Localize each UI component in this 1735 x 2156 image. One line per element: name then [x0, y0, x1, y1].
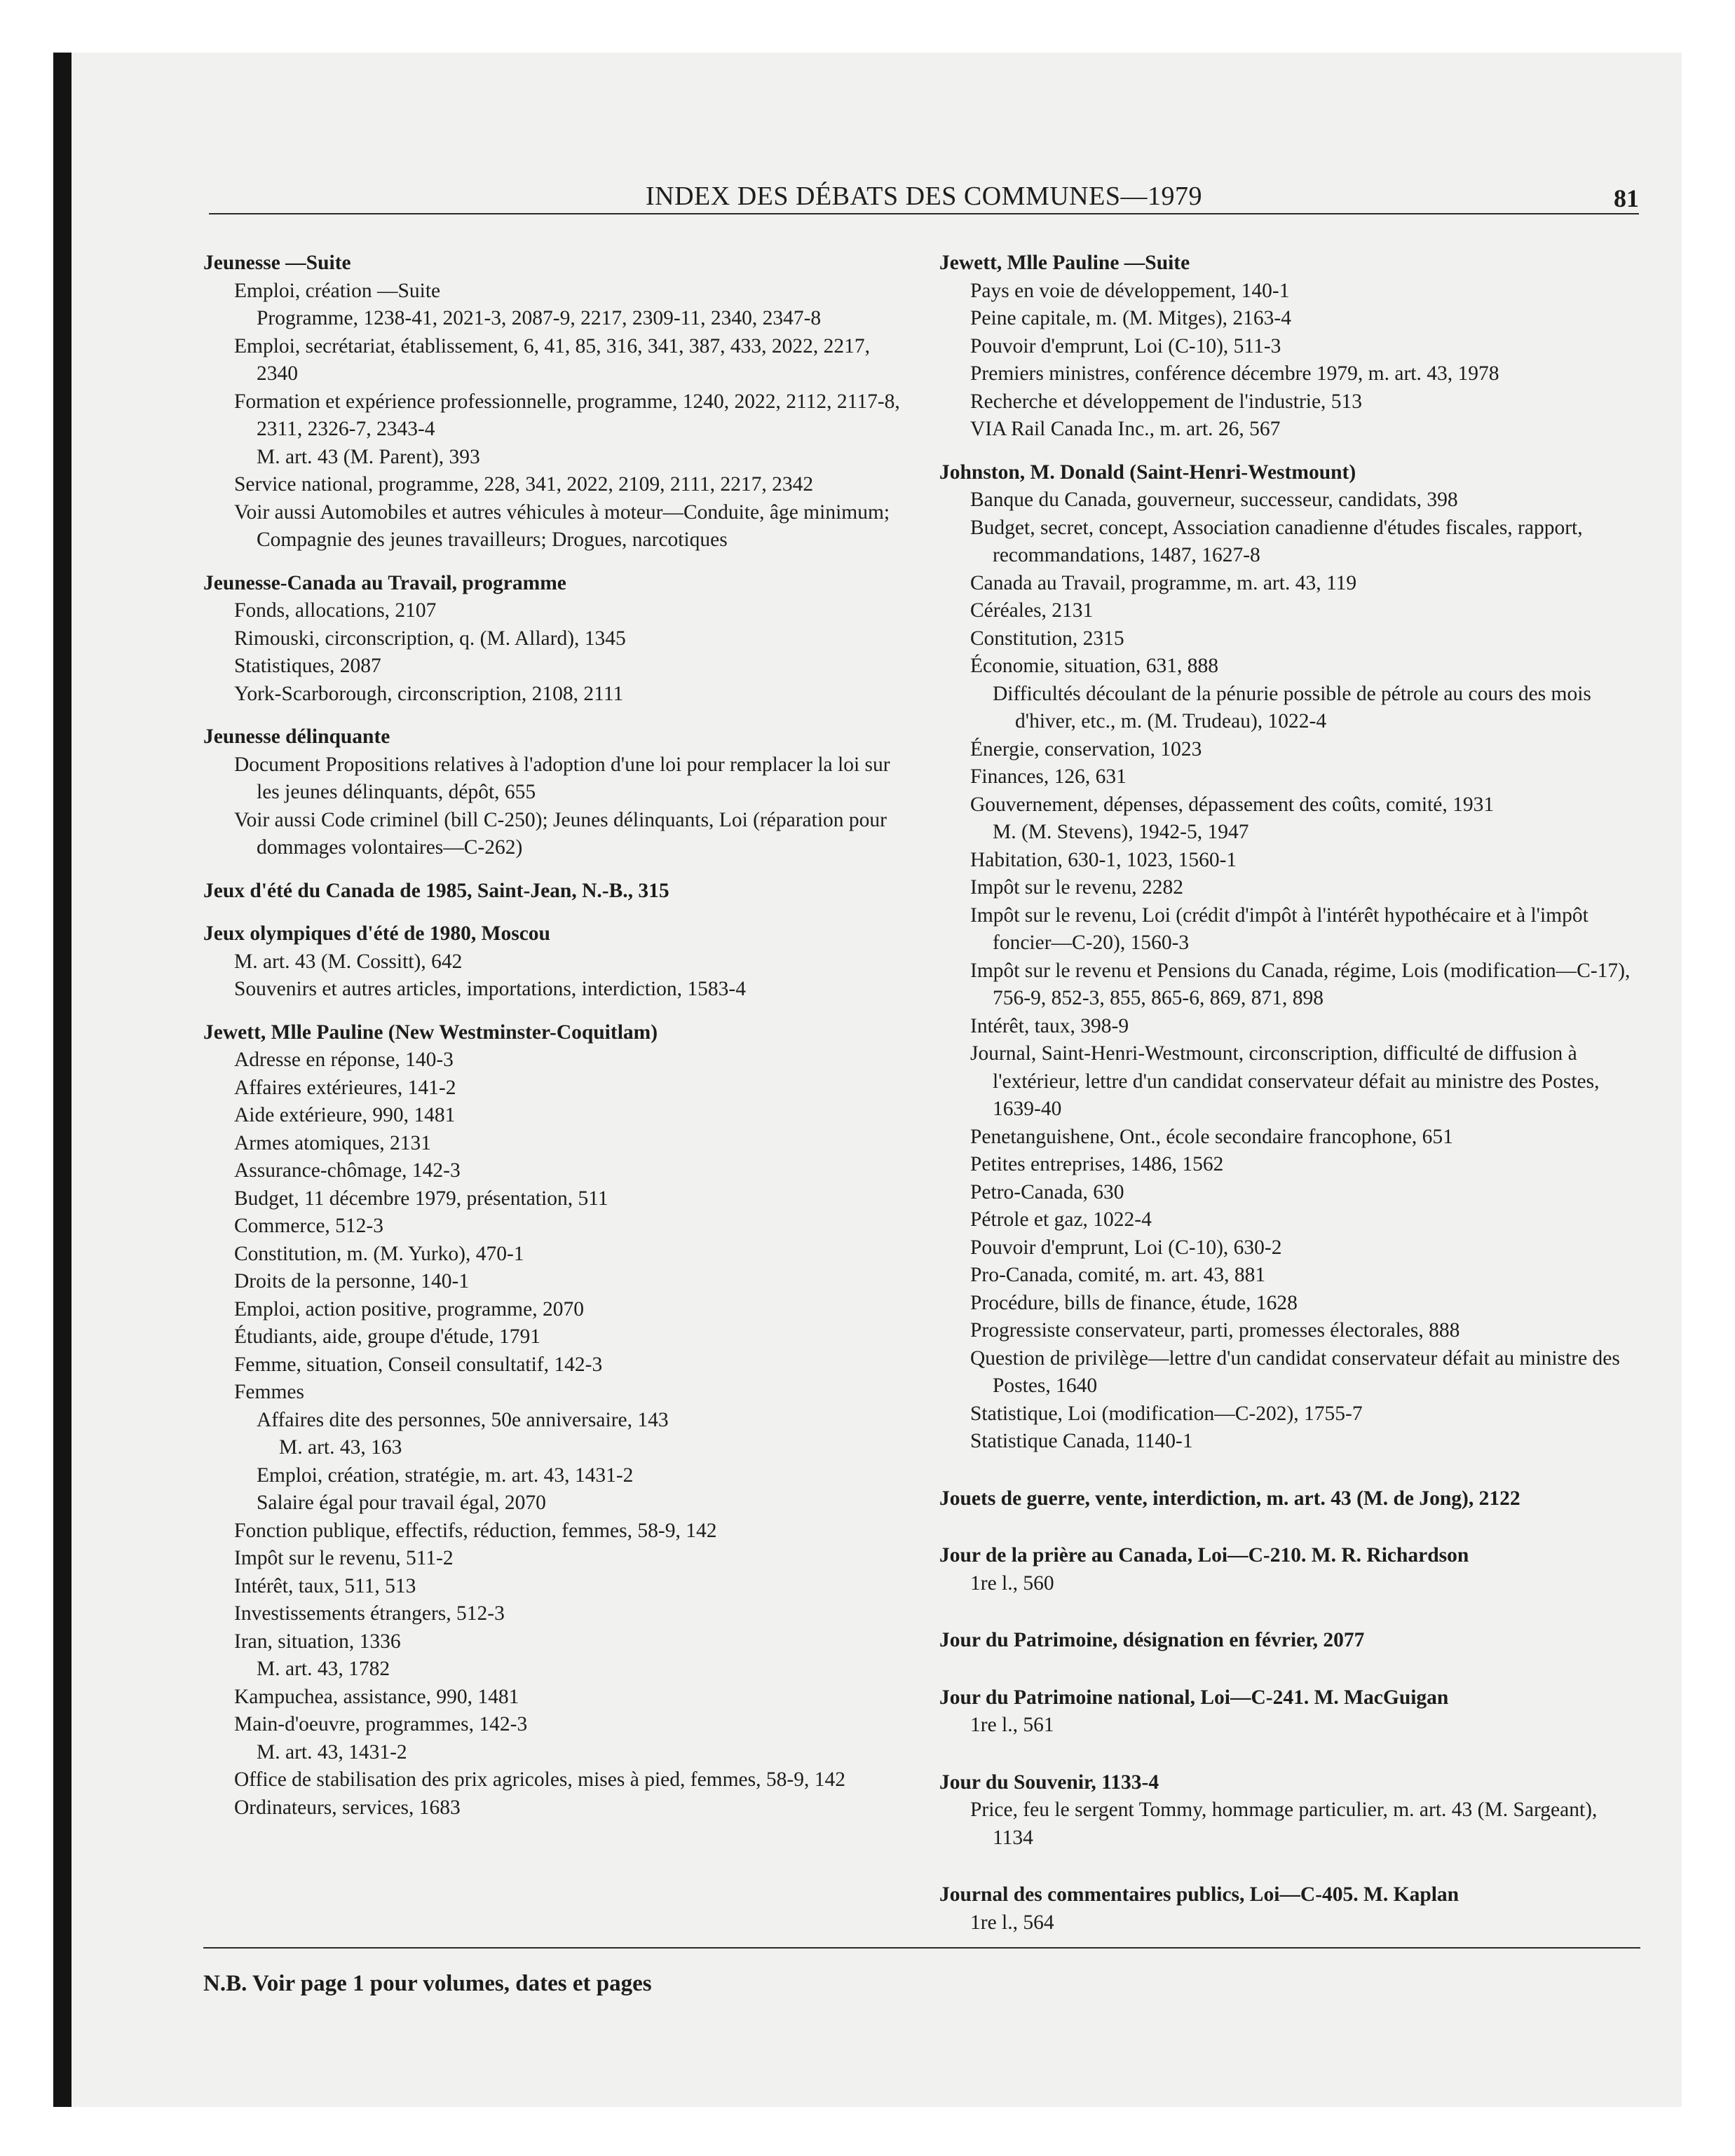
index-entry: Investissements étrangers, 512-3	[234, 1602, 505, 1625]
index-column-right	[939, 250, 1640, 1937]
index-entry: Statistique Canada, 1140-1	[970, 1430, 1193, 1452]
index-entry: Souvenirs et autres articles, importations, interdiction, 1583-4	[234, 978, 746, 1000]
index-entry: Céréales, 2131	[970, 599, 1094, 622]
index-heading: Jour de la prière au Canada, Loi—C-210. M. R. Richardson	[939, 1544, 1469, 1567]
index-entry: Ordinateurs, services, 1683	[234, 1796, 461, 1819]
index-entry: Office de stabilisation des prix agricoles, mises à pied, femmes, 58-9, 142	[234, 1768, 845, 1791]
index-entry: Statistiques, 2087	[234, 655, 381, 677]
index-heading: Jeunesse —Suite	[203, 252, 351, 274]
index-entry: Femme, situation, Conseil consultatif, 142-3	[234, 1353, 603, 1376]
index-heading: Jeunesse-Canada au Travail, programme	[203, 571, 566, 594]
index-entry: Formation et expérience professionnelle, programme, 1240, 2022, 2112, 2117-8, 2311, 2326-7, 2343-4	[234, 390, 900, 440]
index-entry: Difficultés découlant de la pénurie possible de pétrole au cours des mois d'hiver, etc., m. (M. Trudeau), 1022-4	[993, 682, 1591, 732]
index-entry: Commerce, 512-3	[234, 1215, 383, 1237]
index-entry: Journal, Saint-Henri-Westmount, circonscription, difficulté de diffusion à l'extérieur, lettre d'un candidat conservateur défait au ministre des Postes, 1639-40	[970, 1042, 1600, 1120]
index-entry: Finances, 126, 631	[970, 765, 1127, 788]
index-entry: Canada au Travail, programme, m. art. 43, 119	[970, 571, 1357, 594]
index-entry: Adresse en réponse, 140-3	[234, 1049, 454, 1071]
index-heading: Jeux d'été du Canada de 1985, Saint-Jean, N.-B., 315	[203, 879, 669, 902]
index-entry: Salaire égal pour travail égal, 2070	[257, 1492, 546, 1514]
index-entry: Fonction publique, effectifs, réduction, femmes, 58-9, 142	[234, 1519, 717, 1542]
footer-note: N.B. Voir page 1 pour volumes, dates et pages	[203, 1971, 652, 1996]
index-heading: Jewett, Mlle Pauline (New Westminster-Coquitlam)	[203, 1021, 658, 1044]
page-title: INDEX DES DÉBATS DES COMMUNES—1979	[646, 182, 1202, 211]
index-entry: Statistique, Loi (modification—C-202), 1755-7	[970, 1402, 1363, 1425]
index-entry: Emploi, création, stratégie, m. art. 43, 1431-2	[257, 1464, 634, 1487]
index-entry: Impôt sur le revenu, 2282	[970, 876, 1183, 899]
index-entry: Économie, situation, 631, 888	[970, 655, 1218, 677]
index-entry: Énergie, conservation, 1023	[970, 737, 1202, 760]
index-heading: Johnston, M. Donald (Saint-Henri-Westmount)	[939, 460, 1356, 484]
index-entry: M. art. 43 (M. Cossitt), 642	[234, 950, 463, 973]
index-entry: Question de privilège—lettre d'un candidat conservateur défait au ministre des Postes, 1640	[970, 1346, 1620, 1397]
index-entry: Peine capitale, m. (M. Mitges), 2163-4	[970, 307, 1291, 329]
index-entry: Kampuchea, assistance, 990, 1481	[234, 1685, 519, 1708]
index-entry: 1re l., 564	[970, 1911, 1054, 1934]
index-entry: Main-d'oeuvre, programmes, 142-3	[234, 1713, 528, 1735]
index-entry: Emploi, création —Suite	[234, 279, 441, 302]
index-entry: Impôt sur le revenu, 511-2	[234, 1547, 454, 1569]
index-entry: Budget, 11 décembre 1979, présentation, 511	[234, 1187, 608, 1210]
index-entry: Intérêt, taux, 511, 513	[234, 1574, 416, 1597]
index-entry: M. art. 43 (M. Parent), 393	[257, 445, 480, 468]
binding-edge	[53, 53, 72, 2107]
index-entry: Petro-Canada, 630	[970, 1180, 1124, 1203]
index-entry: Rimouski, circonscription, q. (M. Allard), 1345	[234, 627, 626, 650]
index-entry: Assurance-chômage, 142-3	[234, 1159, 461, 1182]
index-entry: Aide extérieure, 990, 1481	[234, 1104, 456, 1126]
index-entry: Service national, programme, 228, 341, 2022, 2109, 2111, 2217, 2342	[234, 473, 814, 496]
index-entry: Femmes	[234, 1381, 304, 1403]
index-entry: Price, feu le sergent Tommy, hommage particulier, m. art. 43 (M. Sargeant), 1134	[970, 1799, 1598, 1849]
index-entry: Emploi, secrétariat, établissement, 6, 41, 85, 316, 341, 387, 433, 2022, 2217, 2340	[234, 334, 870, 385]
index-entry: Pouvoir d'emprunt, Loi (C-10), 511-3	[970, 334, 1281, 357]
index-entry: Impôt sur le revenu, Loi (crédit d'impôt à l'intérêt hypothécaire et à l'impôt foncier—C-20), 1560-3	[970, 903, 1588, 954]
index-entry: Progressiste conservateur, parti, promesses électorales, 888	[970, 1319, 1460, 1342]
index-entry: Budget, secret, concept, Association canadienne d'études fiscales, rapport, recommandations, 1487, 1627-8	[970, 516, 1583, 566]
index-entry: Constitution, 2315	[970, 627, 1124, 650]
index-heading: Jour du Souvenir, 1133-4	[939, 1770, 1159, 1794]
index-heading: Jour du Patrimoine, désignation en février, 2077	[939, 1629, 1365, 1651]
index-entry: VIA Rail Canada Inc., m. art. 26, 567	[970, 418, 1281, 440]
index-entry: Armes atomiques, 2131	[234, 1131, 432, 1154]
index-entry: Premiers ministres, conférence décembre 1979, m. art. 43, 1978	[970, 362, 1499, 385]
index-entry: Fonds, allocations, 2107	[234, 599, 437, 622]
index-entry: M. (M. Stevens), 1942-5, 1947	[993, 821, 1249, 843]
page-number: 81	[1614, 184, 1639, 212]
index-entry: Pays en voie de développement, 140-1	[970, 279, 1290, 302]
index-entry: M. art. 43, 1431-2	[257, 1740, 407, 1763]
index-cross-reference: Voir aussi Code criminel (bill C-250); Jeunes délinquants, Loi (réparation pour dommages volontaires—C-262)	[234, 808, 887, 859]
index-entry: York-Scarborough, circonscription, 2108, 2111	[234, 682, 624, 705]
index-entry: Intérêt, taux, 398-9	[970, 1014, 1129, 1037]
index-entry: Pétrole et gaz, 1022-4	[970, 1208, 1152, 1231]
index-entry: Banque du Canada, gouverneur, successeur, candidats, 398	[970, 489, 1458, 511]
index-entry: Iran, situation, 1336	[234, 1630, 401, 1653]
index-heading: Jour du Patrimoine national, Loi—C-241. M. MacGuigan	[939, 1686, 1449, 1709]
index-entry: Procédure, bills de finance, étude, 1628	[970, 1291, 1298, 1314]
index-column-left	[203, 250, 904, 1822]
index-entry: Constitution, m. (M. Yurko), 470-1	[234, 1242, 524, 1265]
index-entry: Droits de la personne, 140-1	[234, 1270, 470, 1292]
index-entry: 1re l., 561	[970, 1714, 1054, 1736]
index-entry: Habitation, 630-1, 1023, 1560-1	[970, 848, 1237, 871]
index-entry: Document Propositions relatives à l'adoption d'une loi pour remplacer la loi sur les jeunes délinquants, dépôt, 655	[234, 753, 890, 803]
index-entry: M. art. 43, 163	[279, 1436, 402, 1459]
index-entry: Pro-Canada, comité, m. art. 43, 881	[970, 1264, 1266, 1286]
index-heading: Jeunesse délinquante	[203, 725, 390, 748]
index-heading: Jeux olympiques d'été de 1980, Moscou	[203, 922, 550, 945]
index-cross-reference: Voir aussi Automobiles et autres véhicules à moteur—Conduite, âge minimum; Compagnie des jeunes travailleurs; Drogues, narcotiques	[234, 500, 890, 551]
index-entry: Programme, 1238-41, 2021-3, 2087-9, 2217, 2309-11, 2340, 2347-8	[257, 307, 822, 329]
index-entry: Emploi, action positive, programme, 2070	[234, 1297, 584, 1321]
index-entry: Gouvernement, dépenses, dépassement des coûts, comité, 1931	[970, 793, 1495, 816]
index-entry: Étudiants, aide, groupe d'étude, 1791	[234, 1325, 541, 1348]
index-entry: Affaires extérieures, 141-2	[234, 1076, 456, 1099]
index-entry: Penetanguishene, Ont., école secondaire francophone, 651	[970, 1125, 1453, 1148]
index-heading: Journal des commentaires publics, Loi—C-405. M. Kaplan	[939, 1883, 1460, 1906]
index-heading: Jewett, Mlle Pauline —Suite	[939, 252, 1190, 274]
header-rule	[209, 213, 1639, 214]
index-entry: Affaires dite des personnes, 50e anniversaire, 143	[257, 1408, 669, 1431]
footer-rule	[203, 1947, 1640, 1949]
index-entry: Pouvoir d'emprunt, Loi (C-10), 630-2	[970, 1236, 1282, 1259]
index-entry: Petites entreprises, 1486, 1562	[970, 1153, 1224, 1175]
index-heading: Jouets de guerre, vente, interdiction, m. art. 43 (M. de Jong), 2122	[939, 1487, 1520, 1510]
index-entry: Recherche et développement de l'industrie, 513	[970, 390, 1363, 413]
index-entry: Impôt sur le revenu et Pensions du Canada, régime, Lois (modification—C-17), 756-9, 852-3, 855, 865-6, 869, 871, 898	[970, 959, 1631, 1009]
page-header	[209, 181, 1639, 216]
index-entry: M. art. 43, 1782	[257, 1658, 390, 1680]
index-entry: 1re l., 560	[970, 1571, 1054, 1595]
